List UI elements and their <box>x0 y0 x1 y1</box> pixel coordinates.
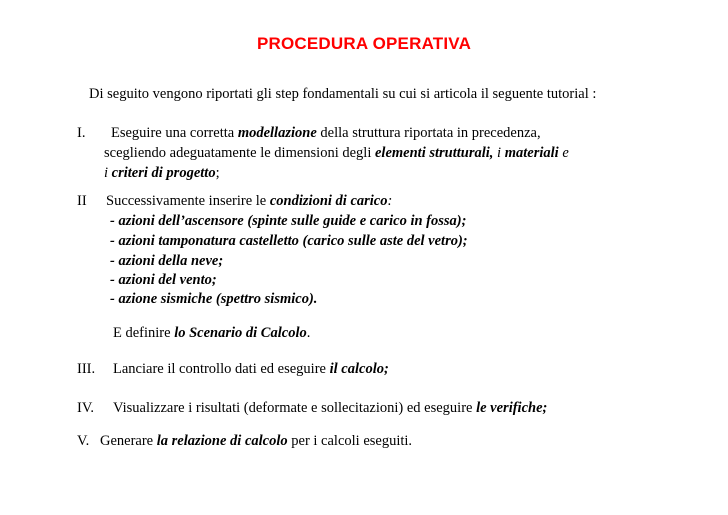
load-item: - azioni dell’ascensore (spinte sulle guide e carico in fossa); <box>110 213 467 229</box>
step-2-text: Successivamente inserire le <box>106 193 270 209</box>
step-2-text: . <box>306 325 311 341</box>
step-4-number: IV. <box>77 400 95 416</box>
step-1-text: ; <box>215 165 220 181</box>
step-5-text-plain: per i calcoli eseguiti. <box>287 433 413 449</box>
step-2-intro <box>106 193 392 210</box>
step-5-number: V. <box>77 433 90 449</box>
step-2-number: II <box>77 193 87 209</box>
step-2-define <box>113 325 310 342</box>
step-1-text: Eseguire una corretta <box>111 125 238 141</box>
step-1-text: scegliendo adeguatamente le dimensioni degli <box>104 145 375 161</box>
step-1-emphasis: criteri di progetto <box>111 165 216 181</box>
intro-text: Di seguito vengono riportati gli step fondamentali su cui si articola il seguente tutorial : <box>89 86 597 102</box>
step-5-text-plain: Generare <box>100 433 157 449</box>
step-1-emphasis: modellazione <box>237 125 317 141</box>
step-3-number: III. <box>77 361 96 377</box>
step-3-emphasis: il calcolo; <box>329 361 389 377</box>
step-4-text <box>113 400 547 417</box>
step-1-emphasis: materiali <box>504 145 559 161</box>
page-title: PROCEDURA OPERATIVA <box>256 34 472 53</box>
step-4-emphasis: le verifiche; <box>476 400 548 416</box>
step-1-emphasis: elementi strutturali, <box>374 145 494 161</box>
step-3-text <box>113 361 389 378</box>
step-1-text: i <box>493 145 505 161</box>
step-1-text: e <box>558 145 569 161</box>
step-2-emphasis: lo Scenario di Calcolo <box>174 325 307 341</box>
step-2-emphasis: condizioni di carico <box>269 193 388 209</box>
step-5-emphasis: la relazione di calcolo <box>156 433 288 449</box>
step-1-line-3 <box>104 165 220 182</box>
load-item: - azione sismiche (spettro sismico). <box>110 291 318 307</box>
step-4-text-plain: Visualizzare i risultati (deformate e sollecitazioni) ed eseguire <box>113 400 477 416</box>
step-5-text <box>100 433 412 450</box>
step-3-text-plain: Lanciare il controllo dati ed eseguire <box>113 361 330 377</box>
step-1-text: i <box>104 165 112 181</box>
load-item: - azioni tamponatura castelletto (carico sulle aste del vetro); <box>110 233 468 249</box>
load-item: - azioni del vento; <box>110 272 217 288</box>
step-1-line-2 <box>104 145 569 162</box>
step-2-text: : <box>387 193 393 209</box>
step-1-text: della struttura riportata in precedenza, <box>316 125 541 141</box>
load-item: - azioni della neve; <box>110 253 224 269</box>
step-1-line-1 <box>111 125 541 142</box>
step-1-number: I. <box>77 125 86 141</box>
step-2-text: E definire <box>113 325 175 341</box>
